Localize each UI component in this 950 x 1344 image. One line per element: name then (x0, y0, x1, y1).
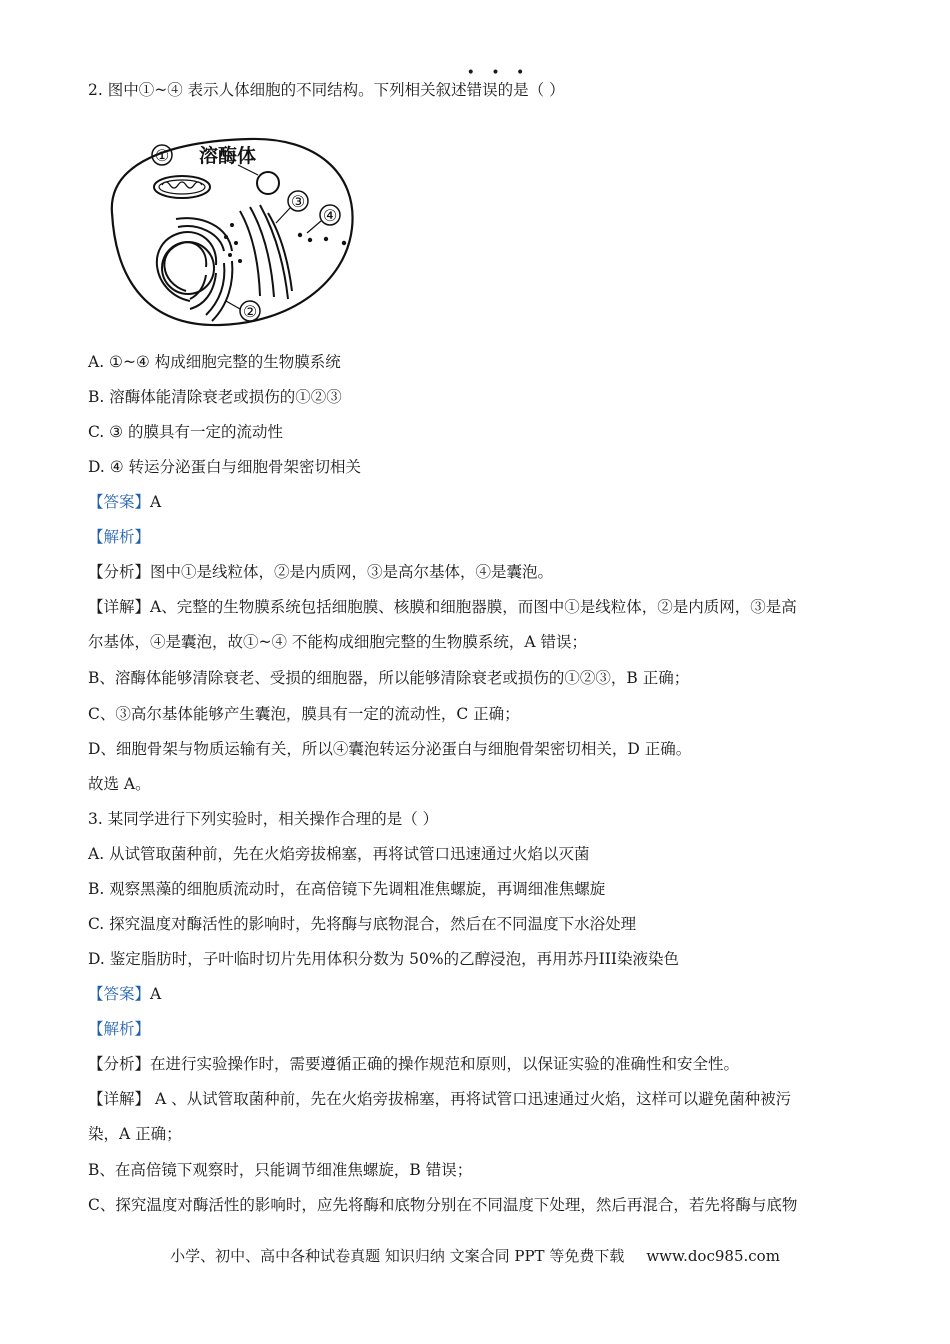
q3-stem: 3. 某同学进行下列实验时，相关操作合理的是（ ） (88, 810, 439, 828)
q3-detail-line-4: C、探究温度对酶活性的影响时，应先将酶和底物分别在不同温度下处理，然后再混合，若先将酶与底物 (88, 1196, 798, 1214)
q2-stem (88, 65, 870, 100)
q3-detail-line-3: B、在高倍镜下观察时，只能调节细准焦螺旋，B 错误； (88, 1161, 473, 1179)
q3-option-a: A. 从试管取菌种前，先在火焰旁拔棉塞，再将试管口迅速通过火焰以灭菌 (88, 845, 590, 863)
answer-tag: 【答案】 (88, 493, 151, 511)
endoplasmic-reticulum-shape (157, 218, 233, 321)
q2-detail-line-1 (88, 597, 870, 617)
q2-option-c: C. ③ 的膜具有一定的流动性 (88, 423, 283, 441)
mitochondrion-shape (154, 176, 210, 198)
label-1: ① (154, 146, 170, 165)
q2-detail-line-4: C、③高尔基体能够产生囊泡，膜具有一定的流动性，C 正确； (88, 705, 520, 723)
cell-structure-figure (100, 133, 360, 333)
detail-text: A 、从试管取菌种前，先在火焰旁拔棉塞，再将试管口迅速通过火焰，这样可以避免菌种被污 (150, 1090, 792, 1108)
q3-option-d: D. 鉴定脂肪时，子叶临时切片先用体积分数为 50%的乙醇浸泡，再用苏丹III染液染色 (88, 950, 679, 968)
q3-option-b: B. 观察黑藻的细胞质流动时，在高倍镜下先调粗准焦螺旋，再调细准焦螺旋 (88, 880, 606, 898)
footer-link[interactable]: www.doc985.com (646, 1247, 780, 1265)
answer-value: A (150, 985, 162, 1003)
q3-answer (88, 984, 870, 1004)
footer-text: 小学、初中、高中各种试卷真题 知识归纳 文案合同 PPT 等免费下载 (170, 1247, 625, 1265)
q2-stem-tail: 的是（ ） (497, 81, 565, 99)
fenxi-text: 图中①是线粒体，②是内质网，③是高尔基体，④是囊泡。 (150, 563, 554, 581)
q2-detail-line-2: 尔基体，④是囊泡，故①~④ 不能构成细胞完整的生物膜系统，A 错误； (88, 633, 588, 651)
q2-option-b: B. 溶酶体能清除衰老或损伤的①②③ (88, 388, 342, 406)
q2-option-d: D. ④ 转运分泌蛋白与细胞骨架密切相关 (88, 458, 362, 476)
analysis-tag: 【解析】 (88, 1020, 151, 1038)
label-3: ③ (290, 192, 306, 211)
q3-detail-line-2: 染，A 正确； (88, 1125, 182, 1143)
q2-detail-line-3: B、溶酶体能够清除衰老、受损的细胞器，所以能够清除衰老或损伤的①②③，B 正确； (88, 669, 690, 687)
label-4: ④ (322, 206, 338, 225)
q3-analysis-heading (88, 1019, 870, 1039)
q2-conclusion: 故选 A。 (88, 775, 151, 793)
fenxi-text: 在进行实验操作时，需要遵循正确的操作规范和原则，以保证实验的准确性和安全性。 (150, 1055, 740, 1073)
lysosome-title: 溶酶体 (199, 145, 257, 167)
answer-value: A (150, 493, 162, 511)
q3-fenxi (88, 1054, 870, 1074)
answer-tag: 【答案】 (88, 985, 151, 1003)
q3-option-c: C. 探究温度对酶活性的影响时，先将酶与底物混合，然后在不同温度下水浴处理 (88, 915, 637, 933)
emphasis-dots: • • • (466, 65, 531, 81)
q2-detail-line-5: D、细胞骨架与物质运输有关，所以④囊泡转运分泌蛋白与细胞骨架密切相关，D 正确。 (88, 740, 692, 758)
q2-option-a: A. ①~④ 构成细胞完整的生物膜系统 (88, 353, 341, 371)
page-footer (0, 1245, 950, 1266)
q2-answer (88, 492, 870, 512)
fenxi-tag: 【分析】 (88, 1055, 151, 1073)
fenxi-tag: 【分析】 (88, 563, 151, 581)
detail-text: A、完整的生物膜系统包括细胞膜、核膜和细胞器膜，而图中①是线粒体，②是内质网，③是高 (150, 598, 797, 616)
analysis-tag: 【解析】 (88, 528, 151, 546)
q2-stem-emphasis-text: 错误 (466, 81, 498, 99)
lysosome-shape (257, 172, 279, 194)
q2-analysis-heading (88, 527, 870, 547)
golgi-apparatus-shape (240, 205, 292, 299)
q2-stem-text: 2. 图中①~④ 表示人体细胞的不同结构。下列相关叙述 (88, 81, 467, 99)
q2-fenxi (88, 562, 870, 582)
detail-tag: 【详解】 (88, 1090, 151, 1108)
q3-detail-line-1 (88, 1089, 870, 1109)
label-2: ② (242, 302, 258, 321)
detail-tag: 【详解】 (88, 598, 151, 616)
